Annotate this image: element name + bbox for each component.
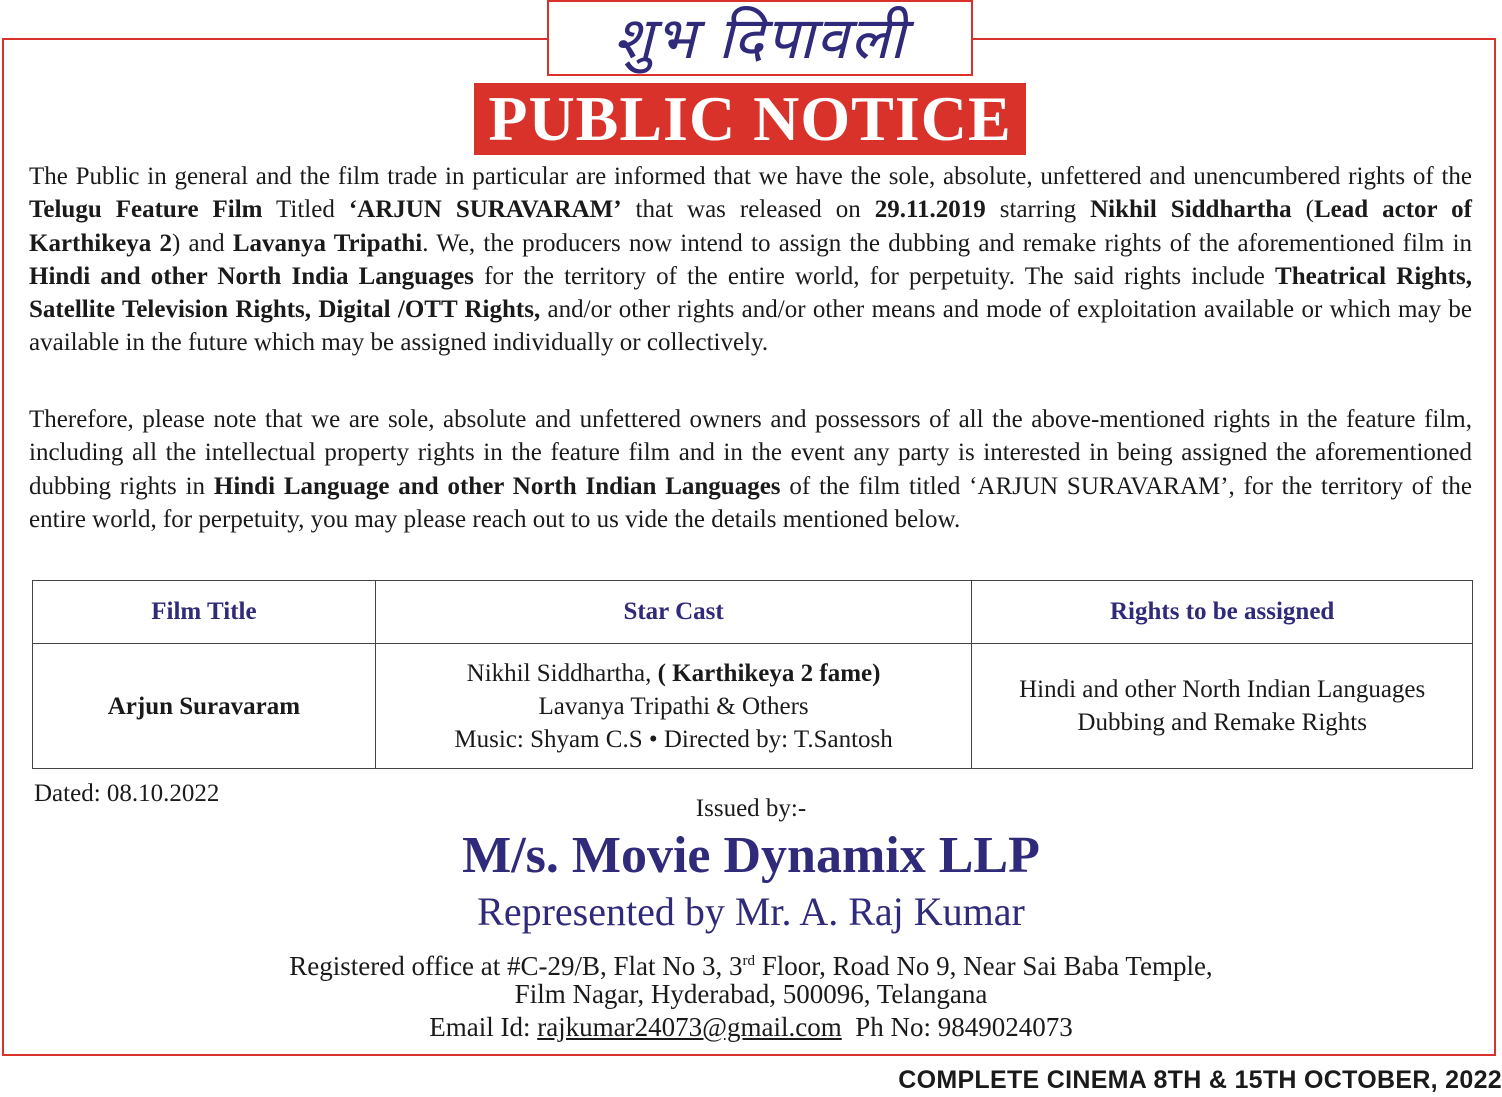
header-star-cast: Star Cast [375,581,972,644]
p1-text: ( [1291,196,1314,224]
header-film-title: Film Title [33,581,376,644]
cast-line-1 [384,657,964,690]
p2-text: of the film titled ‘ARJUN SURAVARAM’, for the territory of the entire world, for perpetuity, you may please reach out to us vide the details mentioned below. [29,472,1473,533]
cell-rights [972,644,1473,769]
diwali-greeting-banner [547,0,973,76]
p1-bold: Telugu Feature Film [29,196,263,224]
table-row [33,644,1473,769]
table-header-row [33,581,1473,644]
public-notice-title: PUBLIC NOTICE [474,83,1026,155]
cast-line-2: Lavanya Tripathi & Others [538,692,809,720]
address-part: Registered office at #C-29/B, Flat No 3, 3 [289,951,743,981]
email-link[interactable]: rajkumar24073@gmail.com [537,1012,842,1042]
p1-text: that was released on [621,196,875,224]
cast-fame: ( Karthikeya 2 fame) [657,659,881,687]
rights-line-2: Dubbing and Remake Rights [1077,709,1367,736]
dated-text: Dated: 08.10.2022 [34,780,220,807]
p1-text: for the territory of the entire world, for perpetuity. The said rights include [473,262,1276,290]
p1-bold: Theatrical Rights, Satellite Television Rights, Digital /OTT Rights, [29,262,1472,324]
film-details-table [32,580,1473,769]
representative: Represented by Mr. A. Raj Kumar [477,889,1025,934]
p2-bold: Hindi Language and other North Indian Languages [213,472,781,500]
address-part: Floor, Road No 9, Near Sai Baba Temple, [754,951,1213,981]
p1-text: starring [985,196,1091,224]
p1-bold: ‘ARJUN SURAVARAM’ [348,196,622,224]
email-label: Email Id: [429,1012,538,1042]
film-title-value: Arjun Suravaram [107,692,301,720]
company-name: M/s. Movie Dynamix LLP [462,827,1040,884]
issued-by-label: Issued by:- [695,795,807,822]
cast-line-3: Music: Shyam C.S • Directed by: T.Santosh [454,725,893,753]
p1-text: Titled [262,196,349,224]
p1-bold: Lead actor of Karthikeya 2 [29,196,1472,257]
publication-footer: COMPLETE CINEMA 8TH & 15TH OCTOBER, 2022 [898,1066,1502,1094]
address-superscript: rd [742,953,755,969]
cell-star-cast [375,644,972,769]
phone-number: Ph No: 9849024073 [841,1012,1073,1042]
p1-text: and/or other rights and/or other means and mode of exploitation available or which may be available in the future which may be assigned individually or collectively. [29,296,1472,357]
header-rights: Rights to be assigned [972,581,1473,644]
greeting-text: शुभ दिपावली [613,4,907,72]
address-line-2: Film Nagar, Hyderabad, 500096, Telangana [514,979,988,1009]
contact-line [0,1011,1502,1044]
cell-film-title [33,644,376,769]
cast-lead: Nikhil Siddhartha, [466,659,658,687]
p1-bold: Hindi and other North India Languages [29,262,474,290]
p1-text: The Public in general and the film trade in particular are informed that we have the sole, absolute, unfettered and unencumbered rights of the [29,163,1472,190]
notice-paragraph-1 [29,160,1472,360]
p1-text: . We, the producers now intend to assign the dubbing and remake rights of the aforementioned film in [422,229,1473,257]
p1-bold: Lavanya Tripathi [232,229,423,257]
p1-bold: 29.11.2019 [874,196,986,224]
p1-bold: Nikhil Siddhartha [1090,196,1292,224]
p1-text: ) and [171,229,233,257]
rights-line-1: Hindi and other North Indian Languages [1019,676,1426,703]
p2-text: Therefore, please note that we are sole, absolute and unfettered owners and possessors of all the above-mentioned rights in the feature film, including all the intellectual property rights in the feature film and in the event any party is interested in being assigned the aforementioned dubbing rights in [29,406,1472,500]
notice-paragraph-2 [29,403,1472,536]
